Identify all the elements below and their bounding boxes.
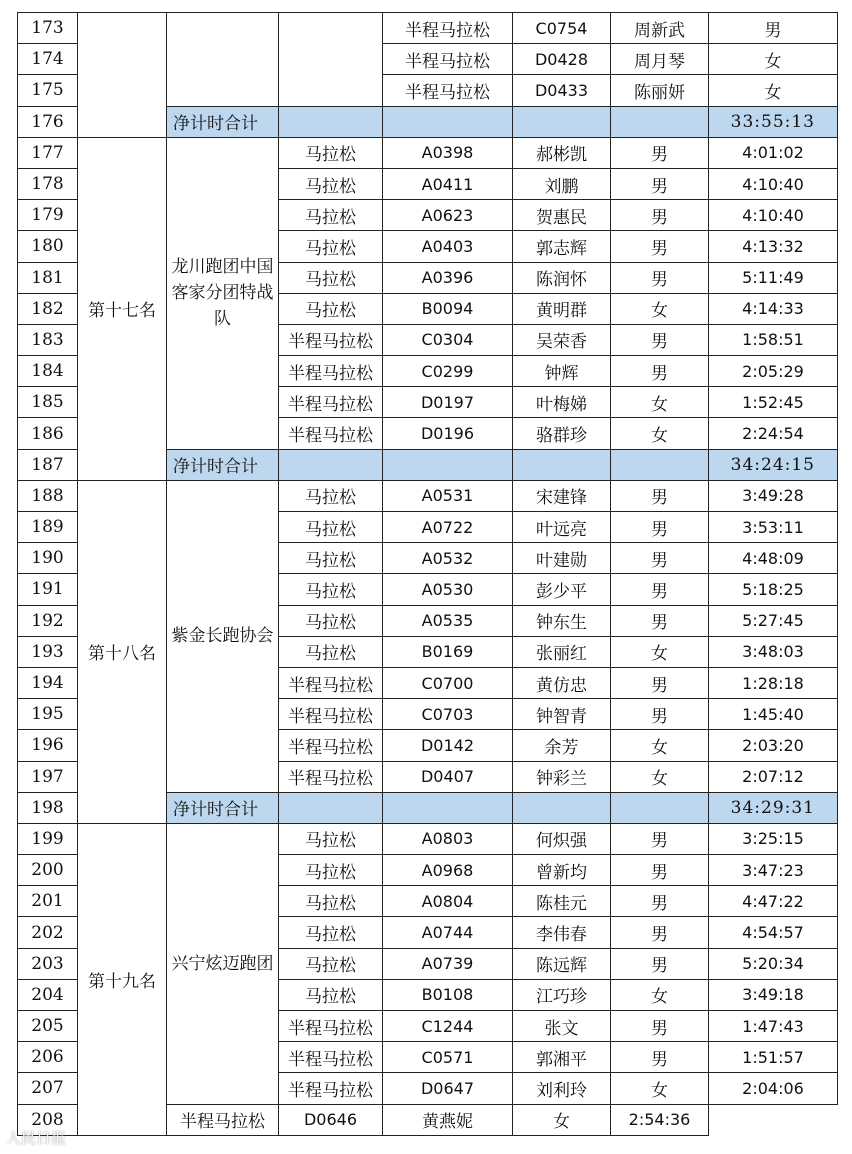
row-number: 199 bbox=[18, 823, 78, 854]
event-cell: 马拉松 bbox=[279, 886, 383, 917]
row-number: 174 bbox=[18, 44, 78, 75]
gender-cell: 女 bbox=[611, 418, 709, 449]
row-number: 197 bbox=[18, 761, 78, 792]
bib-cell: A0968 bbox=[383, 855, 513, 886]
gender-cell: 男 bbox=[611, 1011, 709, 1042]
bib-cell: A0396 bbox=[383, 262, 513, 293]
row-number: 202 bbox=[18, 917, 78, 948]
gender-cell: 男 bbox=[611, 324, 709, 355]
row-number: 208 bbox=[18, 1104, 78, 1135]
row-number: 181 bbox=[18, 262, 78, 293]
gender-cell: 男 bbox=[611, 699, 709, 730]
gender-cell: 男 bbox=[611, 543, 709, 574]
gender-cell: 男 bbox=[611, 855, 709, 886]
gender-cell: 男 bbox=[611, 356, 709, 387]
bib-cell: A0535 bbox=[383, 605, 513, 636]
gender-cell: 男 bbox=[611, 574, 709, 605]
subtotal-blank bbox=[513, 106, 611, 137]
gender-cell: 女 bbox=[709, 44, 838, 75]
subtotal-blank bbox=[513, 792, 611, 823]
subtotal-time: 33:55:13 bbox=[709, 106, 838, 137]
row-number: 194 bbox=[18, 667, 78, 698]
table-row bbox=[18, 823, 838, 854]
table-row bbox=[18, 137, 838, 168]
gender-cell: 男 bbox=[611, 200, 709, 231]
event-cell: 马拉松 bbox=[279, 293, 383, 324]
runner-name-cell: 彭少平 bbox=[513, 574, 611, 605]
rank-cell bbox=[78, 13, 167, 138]
bib-cell: A0411 bbox=[383, 168, 513, 199]
runner-name-cell: 黄燕妮 bbox=[383, 1104, 513, 1135]
finish-time-cell: 3:48:03 bbox=[709, 636, 838, 667]
bib-cell: D0428 bbox=[513, 44, 611, 75]
event-cell: 半程马拉松 bbox=[279, 730, 383, 761]
event-cell: 马拉松 bbox=[279, 948, 383, 979]
gender-cell: 男 bbox=[611, 137, 709, 168]
finish-time-cell: 5:20:34 bbox=[709, 948, 838, 979]
bib-cell: C0754 bbox=[513, 13, 611, 44]
gender-cell: 男 bbox=[611, 168, 709, 199]
finish-time-cell: 2:54:36 bbox=[611, 1104, 709, 1135]
row-number: 203 bbox=[18, 948, 78, 979]
rank-cell: 第十七名 bbox=[78, 137, 167, 480]
team-name-cell: 龙川跑团中国客家分团特战队 bbox=[167, 137, 279, 449]
gender-cell: 男 bbox=[611, 823, 709, 854]
event-cell: 马拉松 bbox=[279, 512, 383, 543]
runner-name-cell: 叶梅娣 bbox=[513, 387, 611, 418]
row-number: 207 bbox=[18, 1073, 78, 1104]
gender-cell: 男 bbox=[611, 948, 709, 979]
row-number: 187 bbox=[18, 449, 78, 480]
runner-name-cell: 钟彩兰 bbox=[513, 761, 611, 792]
row-number: 178 bbox=[18, 168, 78, 199]
gender-cell: 女 bbox=[611, 761, 709, 792]
row-number: 183 bbox=[18, 324, 78, 355]
row-number: 186 bbox=[18, 418, 78, 449]
subtotal-blank bbox=[383, 106, 513, 137]
gender-cell: 男 bbox=[611, 917, 709, 948]
bib-cell: A0744 bbox=[383, 917, 513, 948]
finish-time-cell: 1:45:40 bbox=[709, 699, 838, 730]
event-cell: 半程马拉松 bbox=[383, 13, 513, 44]
finish-time-cell: 2:03:20 bbox=[709, 730, 838, 761]
runner-name-cell: 余芳 bbox=[513, 730, 611, 761]
finish-time-cell: 4:47:22 bbox=[709, 886, 838, 917]
bib-cell: D0197 bbox=[383, 387, 513, 418]
finish-time-cell: 2:07:12 bbox=[709, 761, 838, 792]
row-number: 206 bbox=[18, 1042, 78, 1073]
row-number: 189 bbox=[18, 512, 78, 543]
finish-time-cell: 3:49:18 bbox=[709, 979, 838, 1010]
finish-time-cell: 3:47:23 bbox=[709, 855, 838, 886]
gender-cell: 男 bbox=[611, 886, 709, 917]
subtotal-time: 34:29:31 bbox=[709, 792, 838, 823]
event-cell: 马拉松 bbox=[279, 979, 383, 1010]
event-cell: 半程马拉松 bbox=[279, 699, 383, 730]
bib-cell: B0094 bbox=[383, 293, 513, 324]
event-cell: 马拉松 bbox=[279, 636, 383, 667]
subtotal-label: 净计时合计 bbox=[167, 449, 279, 480]
bib-cell: C0304 bbox=[383, 324, 513, 355]
rank-cell: 第十九名 bbox=[78, 823, 167, 1135]
runner-name-cell: 江巧珍 bbox=[513, 979, 611, 1010]
bib-cell: C0571 bbox=[383, 1042, 513, 1073]
bib-cell: D0646 bbox=[279, 1104, 383, 1135]
finish-time-cell: 4:01:02 bbox=[709, 137, 838, 168]
row-number: 182 bbox=[18, 293, 78, 324]
bib-cell: D0647 bbox=[383, 1073, 513, 1104]
finish-time-cell: 4:54:57 bbox=[709, 917, 838, 948]
bib-cell: D0433 bbox=[513, 75, 611, 106]
subtotal-blank bbox=[383, 792, 513, 823]
runner-name-cell: 郭志辉 bbox=[513, 231, 611, 262]
row-number: 198 bbox=[18, 792, 78, 823]
subtotal-blank bbox=[383, 449, 513, 480]
event-cell: 半程马拉松 bbox=[279, 418, 383, 449]
watermark: 人民日报 bbox=[6, 1130, 67, 1147]
gender-cell: 男 bbox=[611, 512, 709, 543]
event-cell: 马拉松 bbox=[279, 917, 383, 948]
row-number: 192 bbox=[18, 605, 78, 636]
bib-cell: D0142 bbox=[383, 730, 513, 761]
finish-time-cell: 2:05:29 bbox=[709, 356, 838, 387]
bib-cell: A0532 bbox=[383, 543, 513, 574]
row-number: 193 bbox=[18, 636, 78, 667]
bib-cell: A0803 bbox=[383, 823, 513, 854]
finish-time-cell: 4:14:33 bbox=[709, 293, 838, 324]
event-cell: 半程马拉松 bbox=[279, 1042, 383, 1073]
runner-name-cell: 钟智青 bbox=[513, 699, 611, 730]
row-number: 185 bbox=[18, 387, 78, 418]
runner-name-cell: 陈润怀 bbox=[513, 262, 611, 293]
runner-name-cell: 郝彬凯 bbox=[513, 137, 611, 168]
bib-cell: A0398 bbox=[383, 137, 513, 168]
row-number: 179 bbox=[18, 200, 78, 231]
event-cell: 马拉松 bbox=[279, 543, 383, 574]
subtotal-blank bbox=[611, 106, 709, 137]
row-number: 200 bbox=[18, 855, 78, 886]
gender-cell: 女 bbox=[611, 636, 709, 667]
runner-name-cell: 何炽强 bbox=[513, 823, 611, 854]
row-number: 184 bbox=[18, 356, 78, 387]
event-cell: 马拉松 bbox=[279, 168, 383, 199]
row-number: 175 bbox=[18, 75, 78, 106]
event-cell: 马拉松 bbox=[279, 231, 383, 262]
row-number: 204 bbox=[18, 979, 78, 1010]
runner-name-cell: 黄明群 bbox=[513, 293, 611, 324]
runner-name-cell: 张文 bbox=[513, 1011, 611, 1042]
bib-cell: A0739 bbox=[383, 948, 513, 979]
event-cell: 半程马拉松 bbox=[279, 387, 383, 418]
bib-cell: C0299 bbox=[383, 356, 513, 387]
row-number: 195 bbox=[18, 699, 78, 730]
team-name-cell bbox=[167, 13, 279, 107]
event-cell: 半程马拉松 bbox=[279, 667, 383, 698]
finish-time-cell: 1:28:18 bbox=[709, 667, 838, 698]
subtotal-blank bbox=[279, 106, 383, 137]
finish-time-cell: 1:58:51 bbox=[709, 324, 838, 355]
finish-time-cell: 1:52:45 bbox=[709, 387, 838, 418]
finish-time-cell: 3:53:11 bbox=[709, 512, 838, 543]
bib-cell: A0623 bbox=[383, 200, 513, 231]
bib-cell: A0531 bbox=[383, 480, 513, 511]
event-cell: 半程马拉松 bbox=[279, 761, 383, 792]
finish-time-cell: 5:27:45 bbox=[709, 605, 838, 636]
event-cell: 半程马拉松 bbox=[383, 75, 513, 106]
finish-time-cell: 2:04:06 bbox=[709, 1073, 838, 1104]
subtotal-label: 净计时合计 bbox=[167, 792, 279, 823]
bib-cell: C1244 bbox=[383, 1011, 513, 1042]
event-cell: 马拉松 bbox=[279, 200, 383, 231]
gender-cell: 男 bbox=[611, 667, 709, 698]
bib-cell: C0703 bbox=[383, 699, 513, 730]
table-row bbox=[18, 13, 838, 44]
runner-name-cell: 刘利玲 bbox=[513, 1073, 611, 1104]
table-row bbox=[18, 480, 838, 511]
runner-name-cell: 陈丽妍 bbox=[611, 75, 709, 106]
event-cell: 半程马拉松 bbox=[167, 1104, 279, 1135]
runner-name-cell: 曾新均 bbox=[513, 855, 611, 886]
finish-time-cell: 4:10:40 bbox=[709, 200, 838, 231]
bib-cell: A0403 bbox=[383, 231, 513, 262]
finish-time-cell: 5:18:25 bbox=[709, 574, 838, 605]
subtotal-blank bbox=[611, 792, 709, 823]
event-cell: 半程马拉松 bbox=[279, 1073, 383, 1104]
event-cell: 马拉松 bbox=[279, 262, 383, 293]
runner-name-cell: 吴荣香 bbox=[513, 324, 611, 355]
bib-cell: C0700 bbox=[383, 667, 513, 698]
finish-time-cell: 4:10:40 bbox=[709, 168, 838, 199]
runner-name-cell: 刘鹏 bbox=[513, 168, 611, 199]
finish-time-cell: 1:51:57 bbox=[709, 1042, 838, 1073]
finish-time-cell: 3:25:15 bbox=[709, 823, 838, 854]
runner-name-cell: 宋建锋 bbox=[513, 480, 611, 511]
row-number: 188 bbox=[18, 480, 78, 511]
gender-cell: 女 bbox=[611, 979, 709, 1010]
gender-cell: 女 bbox=[611, 293, 709, 324]
runner-name-cell: 黄仿忠 bbox=[513, 667, 611, 698]
team-name-cell bbox=[279, 13, 383, 107]
subtotal-time: 34:24:15 bbox=[709, 449, 838, 480]
bib-cell: A0530 bbox=[383, 574, 513, 605]
runner-name-cell: 周月琴 bbox=[611, 44, 709, 75]
gender-cell: 男 bbox=[611, 1042, 709, 1073]
runner-name-cell: 陈远辉 bbox=[513, 948, 611, 979]
event-cell: 马拉松 bbox=[279, 137, 383, 168]
finish-time-cell: 3:49:28 bbox=[709, 480, 838, 511]
gender-cell: 男 bbox=[611, 262, 709, 293]
gender-cell: 女 bbox=[611, 730, 709, 761]
event-cell: 半程马拉松 bbox=[279, 324, 383, 355]
bib-cell: A0722 bbox=[383, 512, 513, 543]
subtotal-blank bbox=[279, 449, 383, 480]
event-cell: 马拉松 bbox=[279, 823, 383, 854]
runner-name-cell: 周新武 bbox=[611, 13, 709, 44]
runner-name-cell: 贺惠民 bbox=[513, 200, 611, 231]
row-number: 205 bbox=[18, 1011, 78, 1042]
finish-time-cell: 4:13:32 bbox=[709, 231, 838, 262]
row-number: 201 bbox=[18, 886, 78, 917]
runner-name-cell: 郭湘平 bbox=[513, 1042, 611, 1073]
gender-cell: 女 bbox=[709, 75, 838, 106]
runner-name-cell: 李伟春 bbox=[513, 917, 611, 948]
event-cell: 半程马拉松 bbox=[279, 356, 383, 387]
gender-cell: 女 bbox=[611, 1073, 709, 1104]
subtotal-blank bbox=[279, 792, 383, 823]
team-name-cell: 紫金长跑协会 bbox=[167, 480, 279, 792]
runner-name-cell: 陈桂元 bbox=[513, 886, 611, 917]
bib-cell: B0169 bbox=[383, 636, 513, 667]
event-cell: 半程马拉松 bbox=[383, 44, 513, 75]
bib-cell: B0108 bbox=[383, 979, 513, 1010]
subtotal-blank bbox=[513, 449, 611, 480]
subtotal-blank bbox=[611, 449, 709, 480]
event-cell: 马拉松 bbox=[279, 574, 383, 605]
finish-time-cell: 5:11:49 bbox=[709, 262, 838, 293]
event-cell: 马拉松 bbox=[279, 605, 383, 636]
row-number: 180 bbox=[18, 231, 78, 262]
bib-cell: D0196 bbox=[383, 418, 513, 449]
event-cell: 马拉松 bbox=[279, 480, 383, 511]
gender-cell: 男 bbox=[611, 605, 709, 636]
rank-cell: 第十八名 bbox=[78, 480, 167, 823]
row-number: 177 bbox=[18, 137, 78, 168]
row-number: 173 bbox=[18, 13, 78, 44]
runner-name-cell: 叶建勋 bbox=[513, 543, 611, 574]
team-name-cell: 兴宁炫迈跑团 bbox=[167, 823, 279, 1104]
bib-cell: A0804 bbox=[383, 886, 513, 917]
gender-cell: 女 bbox=[611, 387, 709, 418]
event-cell: 马拉松 bbox=[279, 855, 383, 886]
results-table bbox=[17, 12, 838, 1136]
finish-time-cell: 2:24:54 bbox=[709, 418, 838, 449]
row-number: 190 bbox=[18, 543, 78, 574]
bib-cell: D0407 bbox=[383, 761, 513, 792]
gender-cell: 男 bbox=[709, 13, 838, 44]
finish-time-cell: 1:47:43 bbox=[709, 1011, 838, 1042]
subtotal-label: 净计时合计 bbox=[167, 106, 279, 137]
event-cell: 半程马拉松 bbox=[279, 1011, 383, 1042]
row-number: 176 bbox=[18, 106, 78, 137]
gender-cell: 女 bbox=[513, 1104, 611, 1135]
runner-name-cell: 骆群珍 bbox=[513, 418, 611, 449]
gender-cell: 男 bbox=[611, 480, 709, 511]
finish-time-cell: 4:48:09 bbox=[709, 543, 838, 574]
runner-name-cell: 钟辉 bbox=[513, 356, 611, 387]
row-number: 196 bbox=[18, 730, 78, 761]
runner-name-cell: 叶远亮 bbox=[513, 512, 611, 543]
row-number: 191 bbox=[18, 574, 78, 605]
gender-cell: 男 bbox=[611, 231, 709, 262]
runner-name-cell: 张丽红 bbox=[513, 636, 611, 667]
runner-name-cell: 钟东生 bbox=[513, 605, 611, 636]
